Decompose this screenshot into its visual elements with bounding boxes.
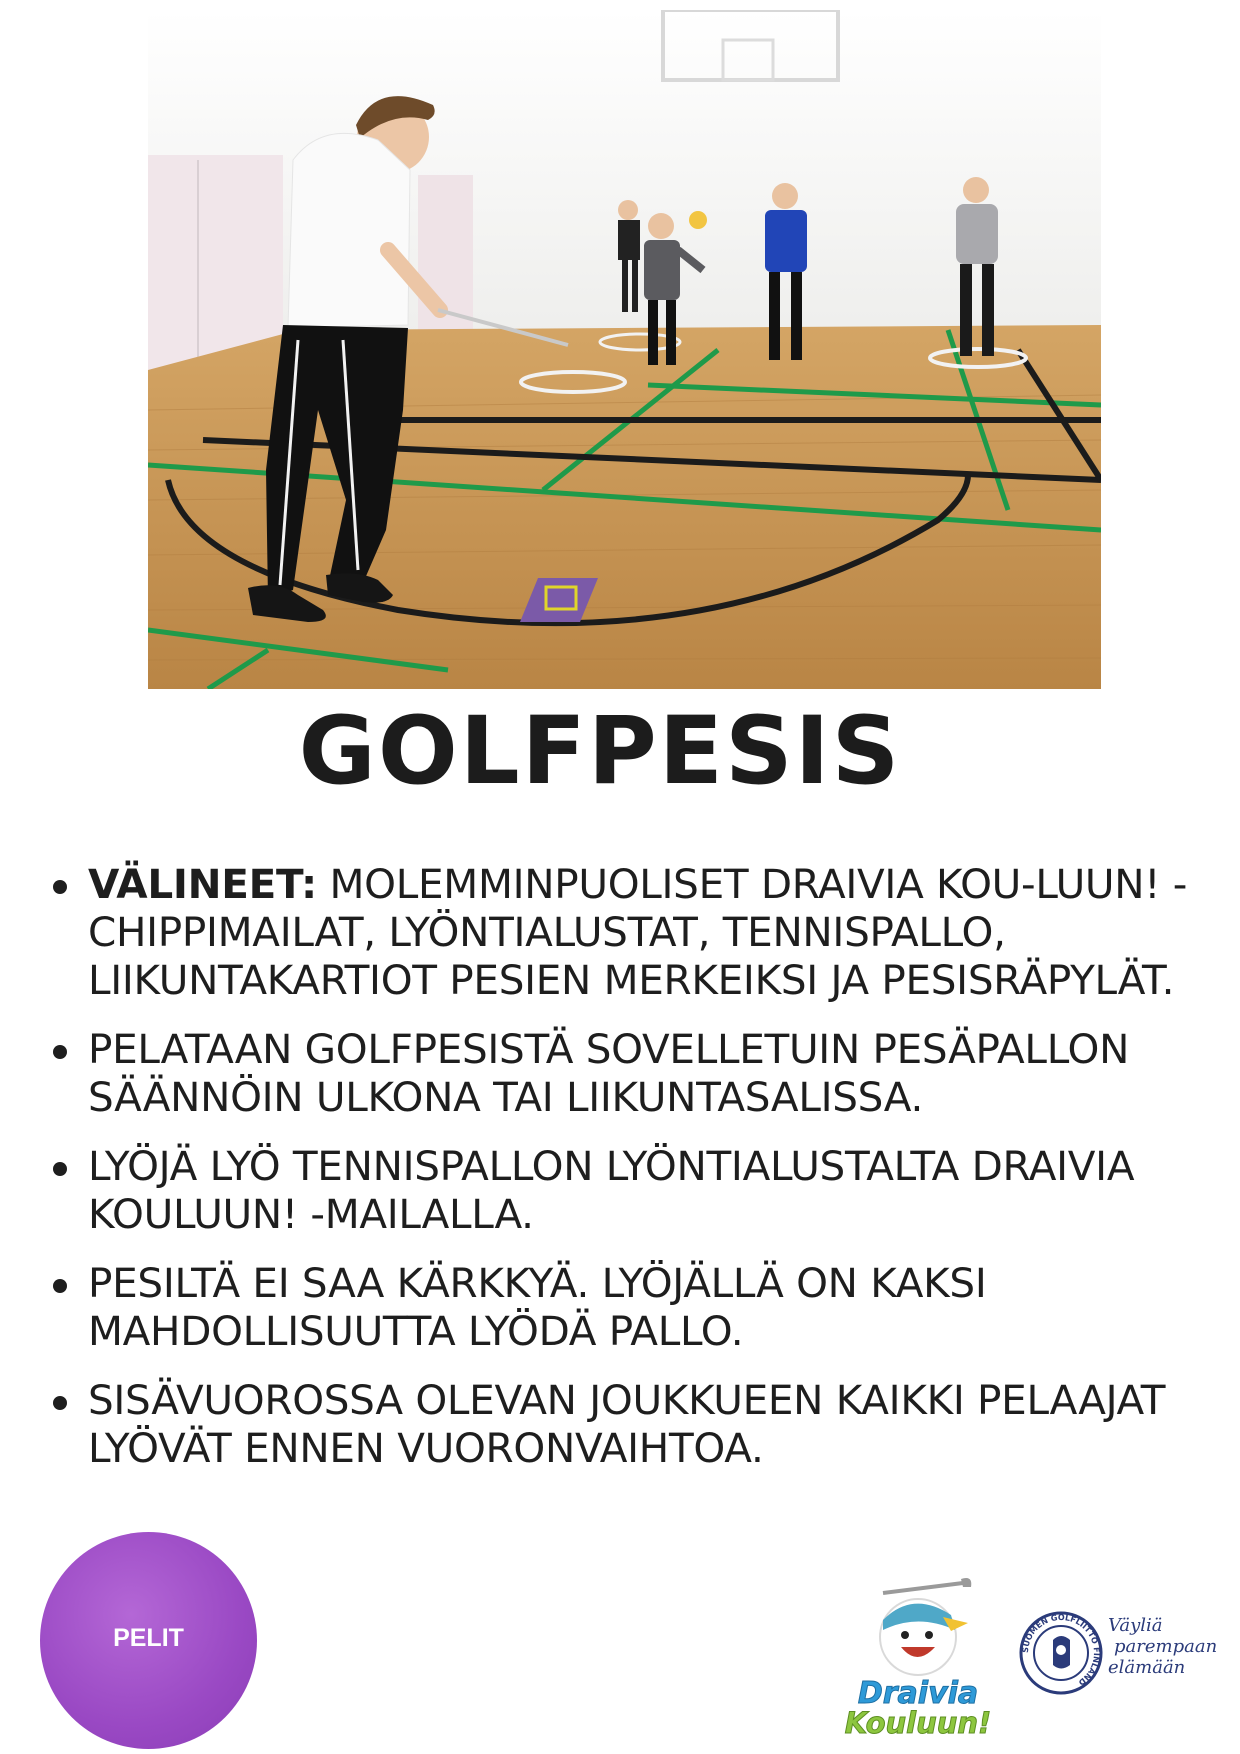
bullet-icon xyxy=(53,1396,67,1410)
bullet-icon xyxy=(53,880,67,894)
bullet-text: LYÖJÄ LYÖ TENNISPALLON LYÖNTIALUSTALTA DRAIVIA KOULUUN! -MAILALLA. xyxy=(88,1142,1135,1238)
slogan-line: elämään xyxy=(1108,1657,1186,1678)
slogan-line: Väyliä xyxy=(1108,1615,1163,1636)
page-title: GOLFPESIS xyxy=(298,697,902,806)
bullet-icon xyxy=(53,1279,67,1293)
slogan-line: parempaan xyxy=(1114,1636,1218,1657)
golf-federation-seal-icon xyxy=(1018,1610,1104,1696)
category-badge-label: PELIT xyxy=(113,1624,184,1652)
list-item xyxy=(50,1376,1220,1472)
list-item xyxy=(50,860,1220,1004)
seal-text: SUOMEN GOLFLIITTO FINLAND xyxy=(1020,1612,1102,1688)
bullet-text: MOLEMMINPUOLISET DRAIVIA KOU-LUUN! -CHIPPIMAILAT, LYÖNTIALUSTAT, TENNISPALLO, LIIKUNTAKARTIOT PESIEN MERKEIKSI JA PESISRÄPYLÄT. xyxy=(88,860,1188,1004)
bullet-icon xyxy=(53,1045,67,1059)
bullet-text: PESILTÄ EI SAA KÄRKKYÄ. LYÖJÄLLÄ ON KAKSI MAHDOLLISUUTTA LYÖDÄ PALLO. xyxy=(88,1259,987,1355)
category-badge xyxy=(40,1532,257,1749)
bullet-icon xyxy=(53,1162,67,1176)
list-item xyxy=(50,1025,1220,1121)
list-item xyxy=(50,1259,1220,1355)
hero-photo xyxy=(148,10,1101,689)
mascot-line2: Kouluun! xyxy=(844,1706,992,1740)
draivia-kouluun-logo xyxy=(843,1575,993,1740)
rules-list xyxy=(50,860,1220,1493)
list-item xyxy=(50,1142,1220,1238)
bullet-text: PELATAAN GOLFPESISTÄ SOVELLETUIN PESÄPALLON SÄÄNNÖIN ULKONA TAI LIIKUNTASALISSA. xyxy=(88,1025,1130,1121)
slogan xyxy=(1108,1615,1217,1678)
bullet-text: SISÄVUOROSSA OLEVAN JOUKKUEEN KAIKKI PELAAJAT LYÖVÄT ENNEN VUORONVAIHTOA. xyxy=(88,1376,1166,1472)
mascot-line1: Draivia xyxy=(857,1676,979,1711)
bullet-label: VÄLINEET: xyxy=(88,860,317,908)
